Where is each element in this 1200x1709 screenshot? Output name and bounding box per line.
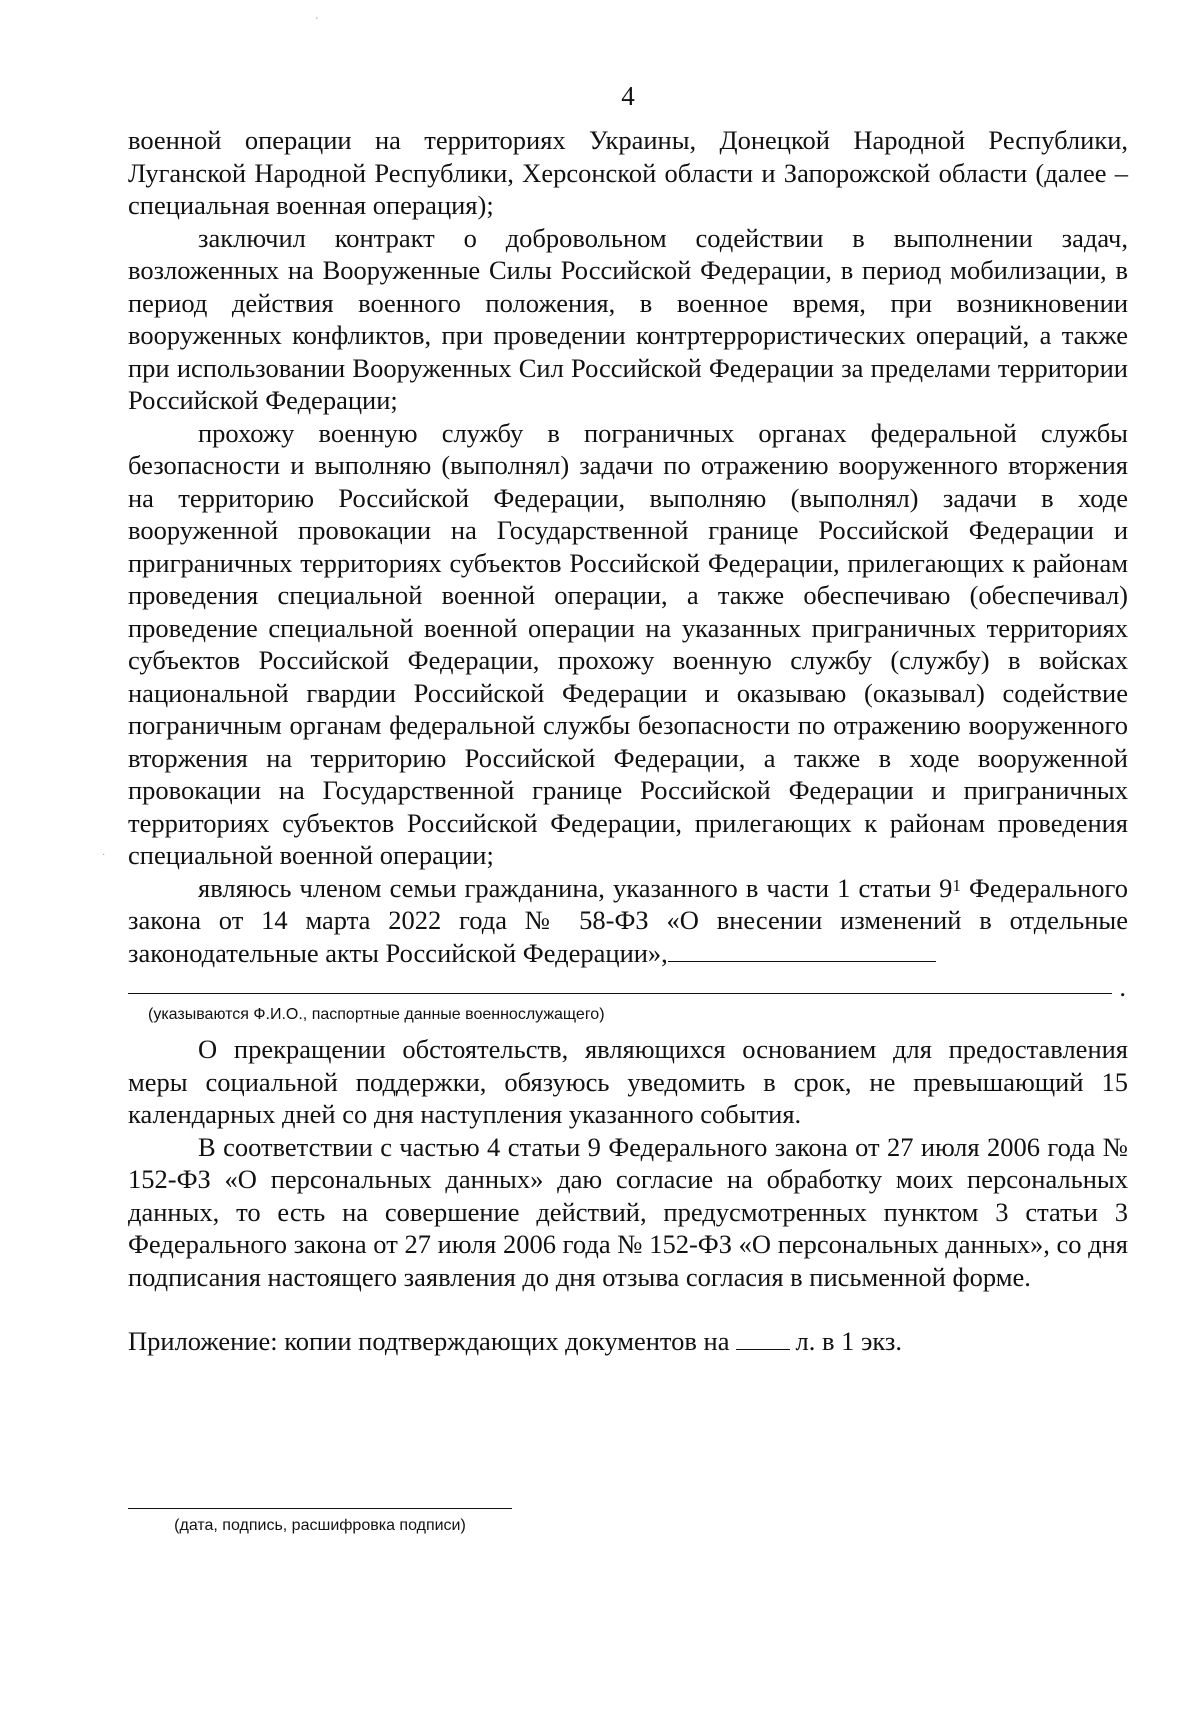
- paragraph-border-service: прохожу военную службу в пограничных органах федеральной службы безопасности и выполняю (выполнял) задачи по отражению вооруженного вторжения на территорию Российской Федерации, выполняю (выполнял) задачи в ходе вооруженной провокации на Государственной границе Российской Федерации и приграничных территориях субъектов Российской Федерации, прилегающих к районам проведения специальной военной операции, а также обеспечиваю (обеспечивал) проведение специальной военной операции на указанных приграничных территориях субъектов Российской Федерации, прохожу военную службу (службу) в войсках национальной гвардии Российской Федерации и оказываю (оказывал) содействие пограничным органам федеральной службы безопасности по отражению вооруженного вторжения на территорию Российской Федерации, а также в ходе вооруженной провокации на Государственной границе Российской Федерации и приграничных территориях субъектов Российской Федерации, прилегающих к районам проведения специальной военной операции;: [128, 417, 1128, 870]
- family-member-text: являюсь членом семьи гражданина, указанного в части 1 статьи 9: [198, 872, 953, 903]
- page-number: 4: [621, 81, 635, 111]
- serviceman-caption: (указываются Ф.И.О., паспортные данные военнослужащего): [148, 1006, 605, 1023]
- spacer: [128, 1293, 1128, 1325]
- superscript: 1: [952, 875, 961, 895]
- line-end-period: .: [1119, 972, 1126, 1002]
- signature-caption: (дата, подпись, расшифровка подписи): [174, 1517, 466, 1534]
- serviceman-fill-line-full[interactable]: [128, 993, 1112, 994]
- serviceman-fill-line[interactable]: [668, 939, 936, 962]
- scan-mark-top: ': [316, 16, 318, 27]
- paragraph-contract: заключил контракт о добровольном содействии в выполнении задач, возложенных на Вооруженные Силы Российской Федерации, в период мобилизации, в период действия военного положения, в военное время, при возникновении вооруженных конфликтов, при проведении контртеррористических операций, а также при использовании Вооруженных Сил Российской Федерации за пределами территории Российской Федерации;: [128, 222, 1128, 415]
- paragraph-family-member: [128, 872, 1128, 970]
- document-body: [128, 124, 1128, 1358]
- appendix-prefix: Приложение: копии подтверждающих документов на: [128, 1326, 730, 1356]
- appendix-suffix: л. в 1 экз.: [795, 1326, 902, 1356]
- appendix-line: [128, 1325, 1128, 1358]
- signature-line[interactable]: [128, 1508, 512, 1509]
- paragraph-personal-data: В соответствии с частью 4 статьи 9 Федерального закона от 27 июля 2006 года № 152-ФЗ «О персональных данных» даю согласие на обработку моих персональных данных, то есть на совершение действий, предусмотренных пунктом 3 статьи 3 Федерального закона от 27 июля 2006 года № 152-ФЗ «О персональных данных», со дня подписания настоящего заявления до дня отзыва согласия в письменной форме.: [128, 1131, 1128, 1292]
- paragraph-special-operation: военной операции на территориях Украины, Донецкой Народной Республики, Луганской Народной Республики, Херсонской области и Запорожской области (далее – специальная военная операция);: [128, 125, 1128, 220]
- scan-mark-margin: ·: [102, 850, 106, 861]
- appendix-pages-blank[interactable]: [736, 1329, 790, 1350]
- paragraph-notification: О прекращении обстоятельств, являющихся основанием для предоставления меры социальной поддержки, обязуюсь уведомить в срок, не превышающий 15 календарных дней со дня наступления указанного события.: [128, 1034, 1128, 1129]
- serviceman-fill-line-row: [128, 969, 1128, 1005]
- family-member-text-continued: Федерального закона от 14 марта 2022 года № 58-ФЗ «О внесении изменений в отдельные законодательные акты Российской Федерации»,: [128, 872, 1128, 968]
